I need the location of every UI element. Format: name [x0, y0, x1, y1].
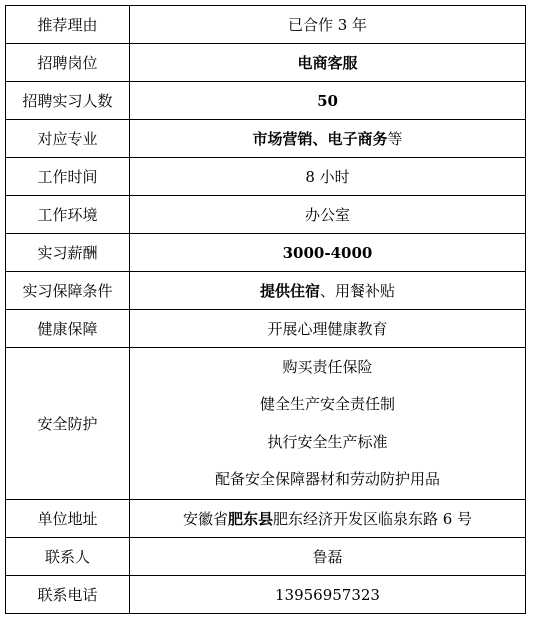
row-address [6, 500, 526, 538]
value-salary: 3000-4000 [130, 234, 526, 272]
safety-item: 执行安全生产标准 [267, 432, 388, 451]
value-benefits-bold: 提供住宿 [259, 281, 320, 300]
value-health: 开展心理健康教育 [130, 310, 526, 348]
label-position: 招聘岗位 [6, 44, 130, 82]
row-phone [6, 576, 526, 614]
row-salary [6, 234, 526, 272]
label-health: 健康保障 [6, 310, 130, 348]
row-hours [6, 158, 526, 196]
value-position: 电商客服 [130, 44, 526, 82]
internship-info-table [5, 5, 526, 614]
safety-item: 配备安全保障器材和劳动防护用品 [214, 470, 440, 489]
label-address: 单位地址 [6, 500, 130, 538]
value-safety [130, 348, 526, 500]
label-contact: 联系人 [6, 538, 130, 576]
row-headcount [6, 82, 526, 120]
safety-list [130, 349, 525, 499]
value-address [130, 500, 526, 538]
label-phone: 联系电话 [6, 576, 130, 614]
value-benefits [130, 272, 526, 310]
label-reason: 推荐理由 [6, 6, 130, 44]
row-health [6, 310, 526, 348]
label-salary: 实习薪酬 [6, 234, 130, 272]
label-major: 对应专业 [6, 120, 130, 158]
value-major-suffix: 等 [387, 129, 403, 148]
label-headcount: 招聘实习人数 [6, 82, 130, 120]
value-address-bold: 肥东县 [227, 509, 273, 528]
row-benefits [6, 272, 526, 310]
value-address-prefix: 安徽省 [182, 509, 228, 528]
value-major [130, 120, 526, 158]
label-safety: 安全防护 [6, 348, 130, 500]
row-position [6, 44, 526, 82]
safety-item: 健全生产安全责任制 [259, 395, 395, 414]
value-major-bold: 市场营销、电子商务 [252, 129, 388, 148]
safety-item: 购买责任保险 [282, 357, 373, 376]
value-phone: 13956957323 [130, 576, 526, 614]
value-contact: 鲁磊 [130, 538, 526, 576]
value-benefits-suffix: 、用餐补贴 [320, 281, 396, 300]
row-reason [6, 6, 526, 44]
row-environment [6, 196, 526, 234]
value-environment: 办公室 [130, 196, 526, 234]
value-address-suffix: 肥东经济开发区临泉东路 6 号 [272, 509, 473, 528]
row-safety [6, 348, 526, 500]
label-environment: 工作环境 [6, 196, 130, 234]
value-hours: 8 小时 [130, 158, 526, 196]
value-headcount: 50 [130, 82, 526, 120]
label-benefits: 实习保障条件 [6, 272, 130, 310]
label-hours: 工作时间 [6, 158, 130, 196]
value-reason: 已合作 3 年 [130, 6, 526, 44]
row-contact [6, 538, 526, 576]
row-major [6, 120, 526, 158]
